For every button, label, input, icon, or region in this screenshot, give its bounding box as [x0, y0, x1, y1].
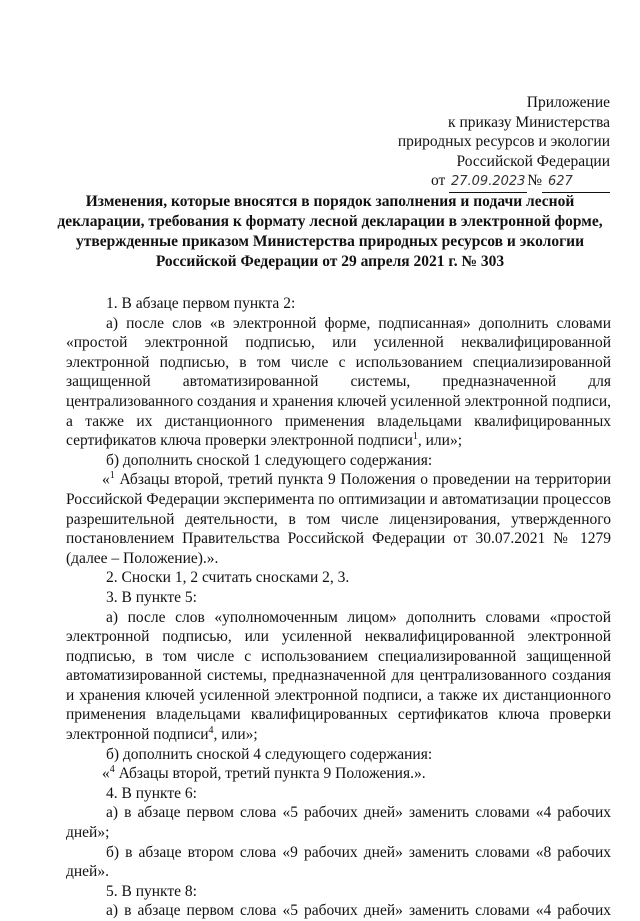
- paragraph-7-text: а) после слов «уполномоченным лицом» дополнить словами «простой электронной подписью, или усиленной неквалифицированной электронной подписью, в том числе с использованием специализированной защищенной автоматизированной системы, предназначенной для централизованного создания и хранения ключей усиленной электронной подписи, а также их дистанционного применения владельцами квалифицированных сертификатов ключа проверки электронной подписи: [66, 608, 611, 744]
- title-line-3: утвержденные приказом Министерства природных ресурсов и экологии: [75, 233, 585, 250]
- paragraph-9-text: Абзацы второй, третий пункта 9 Положения.».: [114, 765, 426, 783]
- order-date-handwritten: 27.09.2023: [450, 174, 526, 189]
- title-line-1: Изменения, которые вносятся в порядок заполнения и подачи лесной: [85, 193, 575, 210]
- paragraph-2-text: а) после слов «в электронной форме, подписанная» дополнить словами «простой электронной подписью, или усиленной неквалифицированной электронной подписью, в том числе с использованием специализированной защищенной автоматизированной системы, предназначенной для централизованного создания и хранения ключей усиленной электронной подписи, а также их дистанционного применения владельцами квалифицированных сертификатов ключа проверки электронной подписи: [66, 314, 611, 450]
- paragraph-12: б) в абзаце втором слова «9 рабочих дней» заменить словами «8 рабочих дней».: [66, 843, 611, 881]
- order-date-field: [449, 171, 527, 193]
- order-number-handwritten: 627: [548, 174, 573, 189]
- paragraph-5: 2. Сноски 1, 2 считать сносками 2, 3.: [106, 569, 350, 587]
- country-name: Российской Федерации: [456, 152, 610, 170]
- from-label: от: [431, 172, 446, 189]
- footnote-mark-4: 4: [109, 764, 115, 776]
- order-number-field: [542, 171, 610, 193]
- title-line-4: Российской Федерации от 29 апреля 2021 г. № 303: [155, 253, 505, 270]
- paragraph-4: [66, 470, 611, 568]
- footnote-mark-1: 1: [109, 470, 115, 482]
- paragraph-3: б) дополнить сноской 1 следующего содержания:: [106, 451, 433, 469]
- paragraph-7-end: , или»;: [213, 726, 258, 744]
- number-label: №: [527, 172, 542, 189]
- footnote-ref-4: 4: [208, 724, 214, 736]
- appendix-header: [398, 93, 610, 193]
- paragraph-1: 1. В абзаце первом пункта 2:: [106, 295, 296, 312]
- paragraph-6: 3. В пункте 5:: [106, 588, 197, 606]
- paragraph-2: [66, 314, 611, 451]
- appendix-label: Приложение: [526, 94, 610, 111]
- paragraph-9: [66, 764, 611, 784]
- quote-open-2: «: [102, 765, 110, 783]
- paragraph-14: а) в абзаце первом слова «5 рабочих дней» заменить словами «4 рабочих: [106, 902, 611, 920]
- paragraph-13: 5. В пункте 8:: [106, 882, 197, 900]
- paragraph-11: а) в абзаце первом слова «5 рабочих дней» заменить словами «4 рабочих дней»;: [66, 804, 611, 842]
- paragraph-8: б) дополнить сноской 4 следующего содержания:: [106, 745, 433, 763]
- order-date-line: [398, 171, 610, 193]
- document-body: [66, 294, 611, 921]
- paragraph-2-end: , или»;: [417, 432, 463, 450]
- footnote-ref-1: 1: [412, 431, 418, 442]
- order-reference: к приказу Министерства: [448, 113, 610, 131]
- document-title: [50, 192, 610, 272]
- ministry-name: природных ресурсов и экологии: [397, 133, 610, 150]
- paragraph-4-text: Абзацы второй, третий пункта 9 Положения о проведении на территории Российской Федерации эксперимента по оптимизации и автоматизации процессов разрешительной деятельности, в том числе лицензирования, утвержденного постановлением Правительства Российской Федерации от 30.07.2021 № 1279 (далее – Положение).».: [66, 471, 611, 567]
- paragraph-10: 4. В пункте 6:: [106, 784, 197, 802]
- paragraph-7: [66, 608, 611, 745]
- quote-open: «: [102, 471, 110, 489]
- title-line-2: декларации, требования к формату лесной декларации в электронной форме,: [57, 213, 603, 230]
